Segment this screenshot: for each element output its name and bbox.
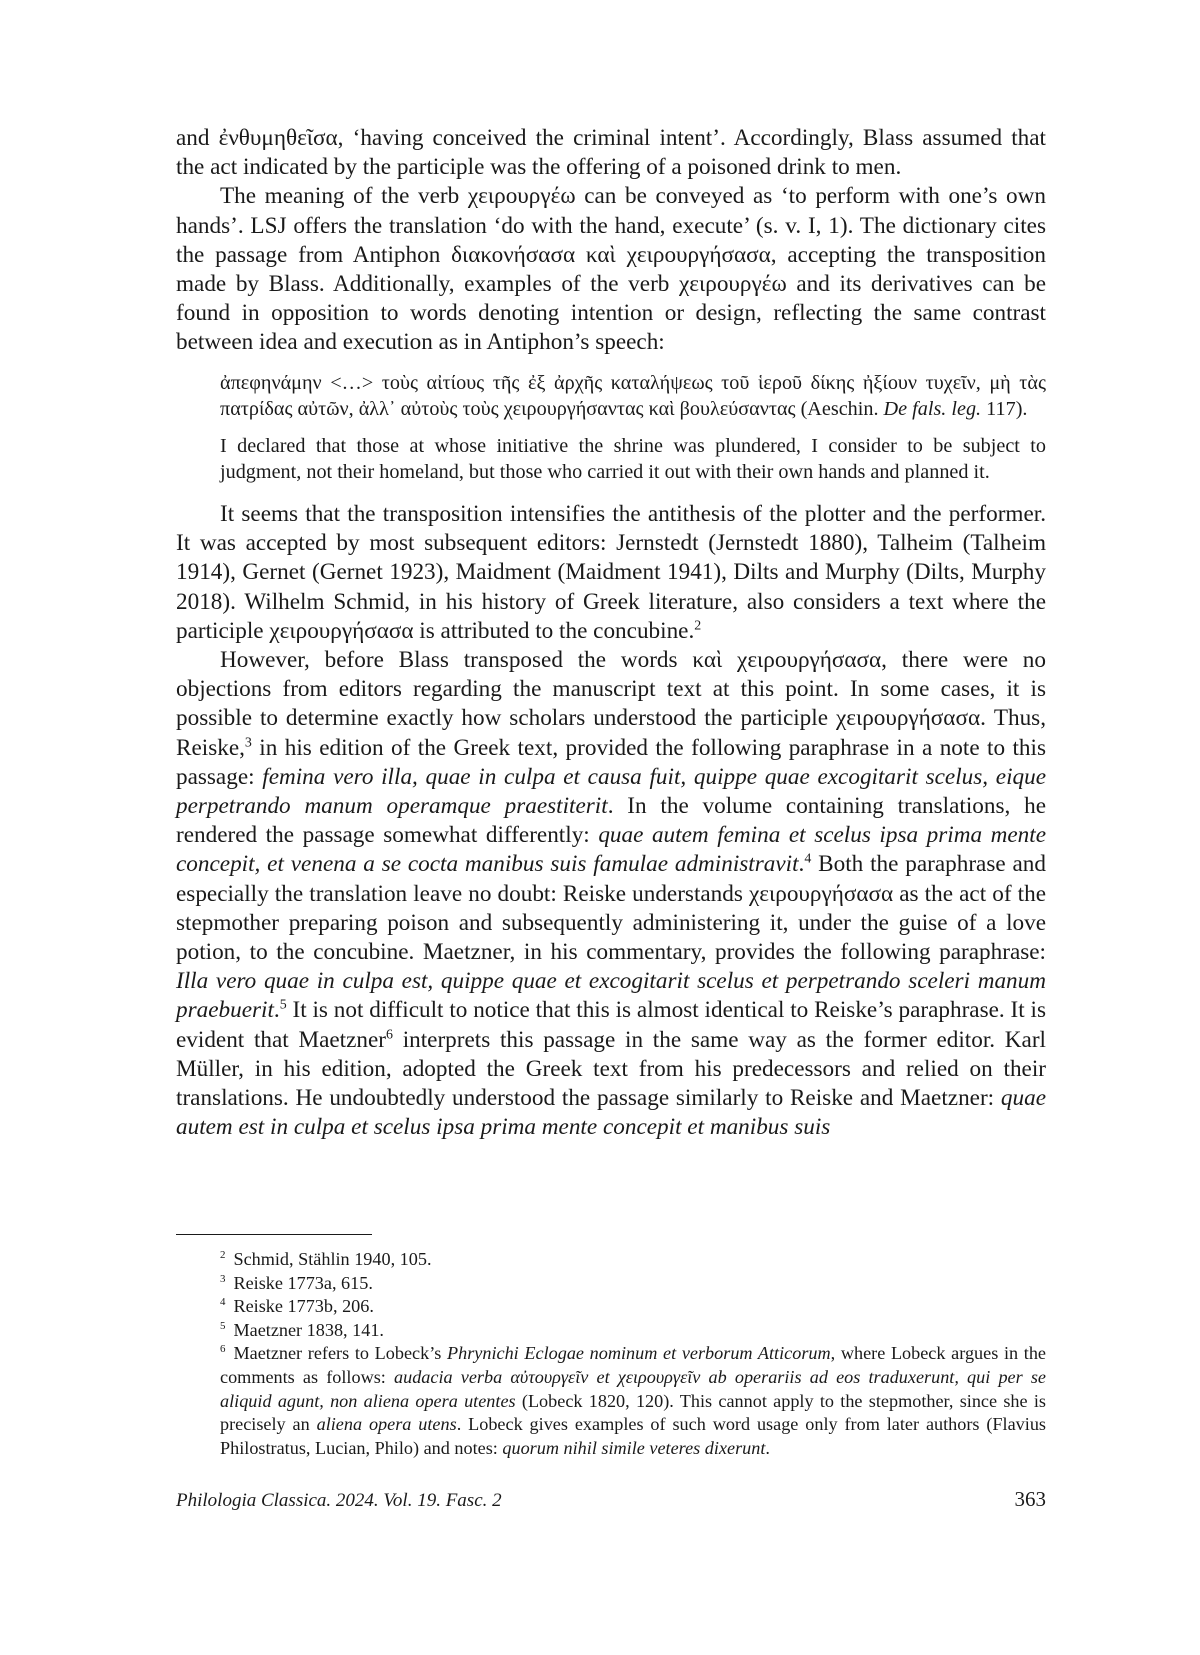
- footnote: [176, 1342, 1046, 1460]
- footnote-text: [233, 1296, 373, 1316]
- text-run: It seems that the transposition intensifies the antithesis of the plotter and the performer. It was accepted by most subsequent editors: Jernstedt (Jernstedt 1880), Talheim (Talheim 1914), Gernet (Gernet 1923), Maidment (Maidment 1941), Dilts and Murphy (Dilts, Murphy 2018). Wilhelm Schmid, in his history of Greek literature, also considers a text where the participle χειρουργήσασα is attributed to the concubine.: [176, 501, 1046, 644]
- footnote-number: 5: [220, 1319, 226, 1332]
- text-run: . Lobeck gives examples of such word usage only from later authors (Flavius Philostratus, Lucian, Philo) and notes:: [220, 1414, 1046, 1458]
- text-run: The meaning of the verb χειρουργέω can be conveyed as ‘to perform with one’s own hands’. LSJ offers the translation ‘do with the hand, execute’ (s. v. I, 1). The dictionary cites the passage from Antiphon διακονήσασα καὶ χειρουργήσασα, accepting the transposition made by Blass. Additionally, examples of the verb χειρουργέω and its derivatives can be found in opposition to words denoting intention or design, reflecting the same contrast between idea and execution as in Antiphon’s speech:: [176, 183, 1046, 356]
- text-run: However, before Blass transposed the words καὶ χειρουργήσασα, there were no objections from editors regarding the manuscript text at this point. In some cases, it is possible to determine exactly how scholars understood the participle χειρουργήσασα. Thus, Reiske,: [176, 647, 1046, 761]
- paragraph-3: [176, 500, 1046, 646]
- footnote: [176, 1319, 1046, 1343]
- footnote-ref: 5: [279, 997, 287, 1013]
- text-run: and ἐνθυμηθεῖσα, ‘having conceived the criminal intent’. Accordingly, Blass assumed that the act indicated by the participle was the offering of a poisoned drink to men.: [176, 125, 1046, 181]
- paragraph-2: [176, 182, 1046, 357]
- text-run: ἀπεφηνάμην <…> τοὺς αἰτίους τῆς ἐξ ἀρχῆς καταλήψεως τοῦ ἱεροῦ δίκης ἠξίουν τυχεῖν, μὴ τὰς πατρίδας αὐτῶν, ἀλλ᾽ αὐτοὺς τοὺς χειρουργήσαντας καὶ βουλεύσαντας (Aeschin.: [220, 371, 1046, 421]
- footnote-number: 2: [220, 1248, 226, 1261]
- text-run: (Lobeck 1820, 120). This cannot apply to the stepmother, since she is precisely an: [220, 1390, 1046, 1435]
- footnote: [176, 1295, 1046, 1319]
- footnote-ref: 3: [244, 734, 252, 750]
- text-run: .: [273, 997, 280, 1024]
- footnote-ref: 4: [804, 851, 812, 867]
- text-run: Both the paraphrase and especially the translation leave no doubt: Reiske understands χειρουργήσασα as the act of the stepmother preparing poison and subsequently administering it, under the guise of a love potion, to the concubine. Maetzner, in his commentary, provides the following paraphrase:: [176, 851, 1046, 966]
- text-run: Maetzner refers to Lobeck’s: [233, 1343, 448, 1364]
- text-run: interprets this passage in the same way as the former editor. Karl Müller, in his edition, adopted the Greek text from his predecessors and relied on their translations. He undoubtedly understood the passage similarly to Reiske and Maetzner:: [176, 1026, 1046, 1112]
- italic-text: aliena opera utens: [316, 1414, 457, 1435]
- text-run: Maetzner 1838, 141.: [233, 1319, 384, 1340]
- footnote-text: [220, 1343, 1046, 1457]
- main-text: [176, 124, 1046, 1142]
- footnote-number: 3: [220, 1272, 226, 1285]
- footnote: [176, 1248, 1046, 1272]
- footnote: [176, 1272, 1046, 1296]
- text-run: 117).: [981, 398, 1028, 421]
- text-run: .: [765, 1437, 770, 1458]
- footnote-text: [233, 1249, 431, 1269]
- block-quote-greek: [220, 370, 1046, 423]
- italic-text: quae autem femina et scelus ipsa prima mente concepit, et venena a se cocta manibus suis famulae administravit: [176, 822, 1046, 878]
- italic-text: femina vero illa, quae in culpa et causa fuit, quippe quae excogitarit scelus, eique perpetrando manum operamque praestiterit: [176, 763, 1046, 820]
- footnote-separator: [176, 1234, 372, 1235]
- page-number: 363: [1014, 1487, 1046, 1511]
- text-run: Reiske 1773b, 206.: [233, 1296, 374, 1317]
- paragraph-4: [176, 646, 1046, 1142]
- footnote-text: [233, 1320, 384, 1340]
- footnote-ref: 2: [694, 618, 702, 634]
- italic-text: Illa vero quae in culpa est, quippe quae et excogitarit scelus et perpetrando sceleri manum praebuerit: [176, 968, 1046, 1024]
- text-run: I declared that those at whose initiative the shrine was plundered, I consider to be subject to judgment, not their homeland, but those who carried it out with their own hands and planned it.: [220, 434, 1046, 484]
- footnote-ref: 6: [386, 1026, 393, 1042]
- footnote-text: [233, 1273, 372, 1293]
- text-run: . In the volume containing translations, he rendered the passage somewhat differently:: [176, 793, 1046, 849]
- footnote-number: 4: [220, 1296, 226, 1309]
- italic-text: De fals. leg.: [883, 398, 982, 421]
- footnotes: [176, 1248, 1046, 1460]
- block-quote-translation: [220, 433, 1046, 486]
- italic-text: Phrynichi Eclogae nominum et verborum Atticorum: [447, 1343, 831, 1364]
- footnote-number: 6: [220, 1343, 226, 1356]
- text-run: Reiske 1773a, 615.: [233, 1272, 373, 1293]
- text-run: .: [798, 851, 805, 878]
- italic-text: audacia verba αὐτουργεῖν et χειρουργεῖν ab operariis ad eos traduxerunt, qui per se aliquid agunt, non aliena opera utentes: [220, 1366, 1046, 1411]
- text-run: Schmid, Stählin 1940, 105.: [233, 1249, 432, 1269]
- journal-citation: Philologia Classica. 2024. Vol. 19. Fasc. 2: [176, 1490, 502, 1511]
- text-run: , where Lobeck argues in the comments as follows:: [220, 1343, 1046, 1387]
- paragraph-1: [176, 124, 1046, 182]
- italic-text: quorum nihil simile veteres dixerunt: [502, 1437, 766, 1458]
- text-run: in his edition of the Greek text, provided the following paraphrase in a note to this passage:: [176, 734, 1046, 790]
- italic-text: quae autem est in culpa et scelus ipsa prima mente concepit et manibus suis: [176, 1085, 1046, 1141]
- text-run: It is not difficult to notice that this is almost identical to Reiske’s paraphrase. It is evident that Maetzner: [176, 997, 1046, 1053]
